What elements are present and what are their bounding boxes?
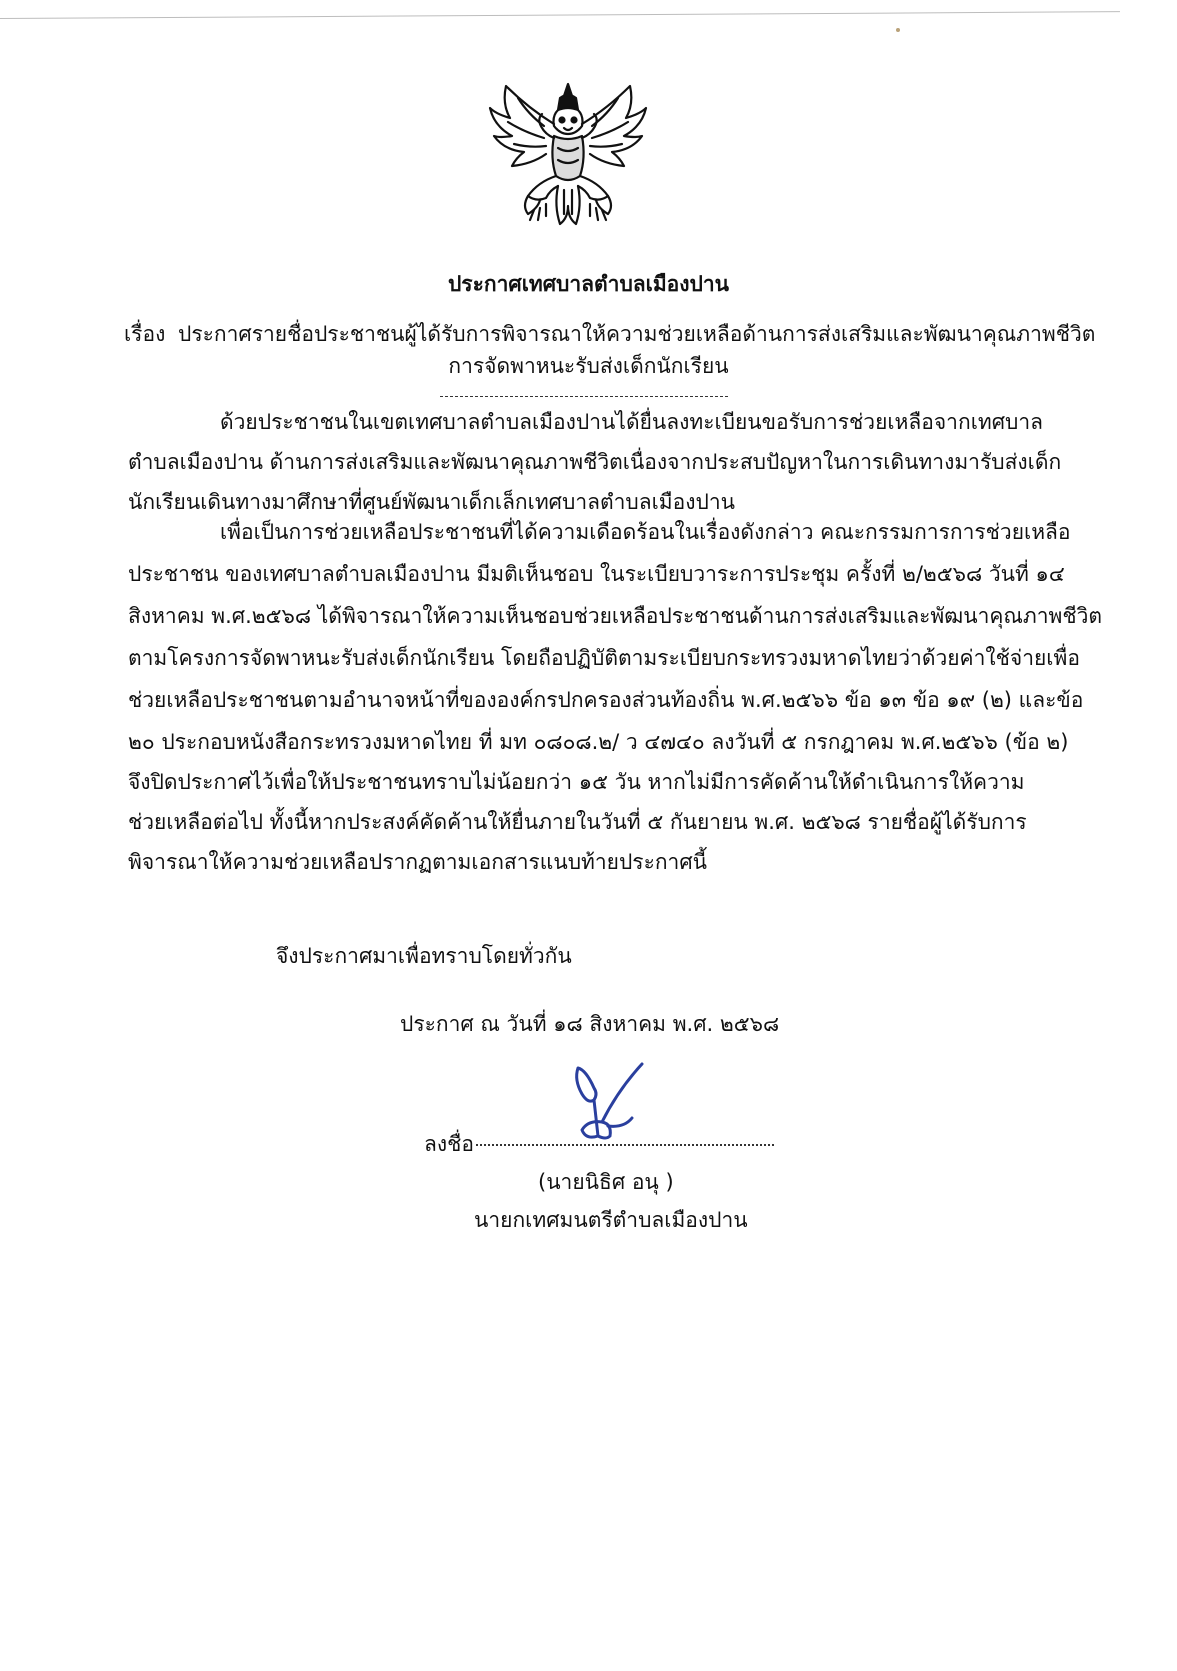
subject-label: เรื่อง xyxy=(124,322,166,346)
announcement-title: ประกาศเทศบาลตำบลเมืองปาน xyxy=(447,272,730,296)
paragraph-line: จึงปิดประกาศไว้เพื่อให้ประชาชนทราบไม่น้อยกว่า ๑๕ วัน หากไม่มีการคัดค้านให้ดำเนินการให้ความ xyxy=(128,770,1025,794)
scan-speck xyxy=(896,28,900,32)
paragraph-line: ๒๐ ประกอบหนังสือกระทรวงมหาดไทย ที่ มท ๐๘๐๘.๒/ ว ๔๗๔๐ ลงวันที่ ๕ กรกฎาคม พ.ศ.๒๕๖๖ (ข้อ ๒) xyxy=(128,730,1069,754)
garuda-emblem-icon xyxy=(488,78,648,230)
subject-line-2: การจัดพาหนะรับส่งเด็กนักเรียน xyxy=(448,354,729,378)
paragraph-line: ตำบลเมืองปาน ด้านการส่งเสริมและพัฒนาคุณภาพชีวิตเนื่องจากประสบปัญหาในการเดินทางมารับส่งเด็ก xyxy=(128,450,1062,474)
paragraph-line: ช่วยเหลือต่อไป ทั้งนี้หากประสงค์คัดค้านให้ยื่นภายในวันที่ ๕ กันยายน พ.ศ. ๒๕๖๘ รายชื่อผู้ได้รับการ xyxy=(128,810,1027,834)
body-paragraph-1 xyxy=(128,408,1062,518)
paragraph-line: ด้วยประชาชนในเขตเทศบาลตำบลเมืองปานได้ยื่นลงทะเบียนขอรับการช่วยเหลือจากเทศบาล xyxy=(220,410,1044,434)
paragraph-line: ตามโครงการจัดพาหนะรับส่งเด็กนักเรียน โดยถือปฏิบัติตามระเบียบกระทรวงมหาดไทยว่าด้วยค่าใช้จ่ายเพื่อ xyxy=(128,646,1080,670)
paragraph-line: ช่วยเหลือประชาชนตามอำนาจหน้าที่ขององค์กรปกครองส่วนท้องถิ่น พ.ศ.๒๕๖๖ ข้อ ๑๓ ข้อ ๑๙ (๒) และข้อ xyxy=(128,688,1084,712)
closing-statement: จึงประกาศมาเพื่อทราบโดยทั่วกัน xyxy=(276,944,572,968)
paragraph-line: พิจารณาให้ความช่วยเหลือปรากฏตามเอกสารแนบท้ายประกาศนี้ xyxy=(128,850,708,874)
announcement-date: ประกาศ ณ วันที่ ๑๘ สิงหาคม พ.ศ. ๒๕๖๘ xyxy=(400,1012,780,1036)
signer-title: นายกเทศมนตรีตำบลเมืองปาน xyxy=(474,1208,748,1232)
subject-line-1: ประกาศรายชื่อประชาชนผู้ได้รับการพิจารณาให้ความช่วยเหลือด้านการส่งเสริมและพัฒนาคุณภาพชีวิต xyxy=(178,322,1096,346)
sign-label: ลงชื่อ xyxy=(424,1132,474,1156)
signer-name: (นายนิธิศ อนุ ) xyxy=(538,1170,674,1194)
signature xyxy=(572,1060,670,1144)
paragraph-line: สิงหาคม พ.ศ.๒๕๖๘ ได้พิจารณาให้ความเห็นชอบช่วยเหลือประชาชนด้านการส่งเสริมและพัฒนาคุณภาพชีวิต xyxy=(128,604,1103,628)
scan-edge-line xyxy=(0,11,1120,19)
paragraph-line: นักเรียนเดินทางมาศึกษาที่ศูนย์พัฒนาเด็กเล็กเทศบาลตำบลเมืองปาน xyxy=(128,490,735,514)
paragraph-line: ประชาชน ของเทศบาลตำบลเมืองปาน มีมติเห็นชอบ ในระเบียบวาระการประชุม ครั้งที่ ๒/๒๕๖๘ วันที่ ๑๔ xyxy=(128,562,1065,586)
header-divider xyxy=(440,396,728,397)
signature-dotted-line xyxy=(476,1144,774,1146)
body-paragraph-2 xyxy=(128,518,1103,878)
paragraph-line: เพื่อเป็นการช่วยเหลือประชาชนที่ได้ความเดือดร้อนในเรื่องดังกล่าว คณะกรรมการการช่วยเหลือ xyxy=(220,520,1071,544)
